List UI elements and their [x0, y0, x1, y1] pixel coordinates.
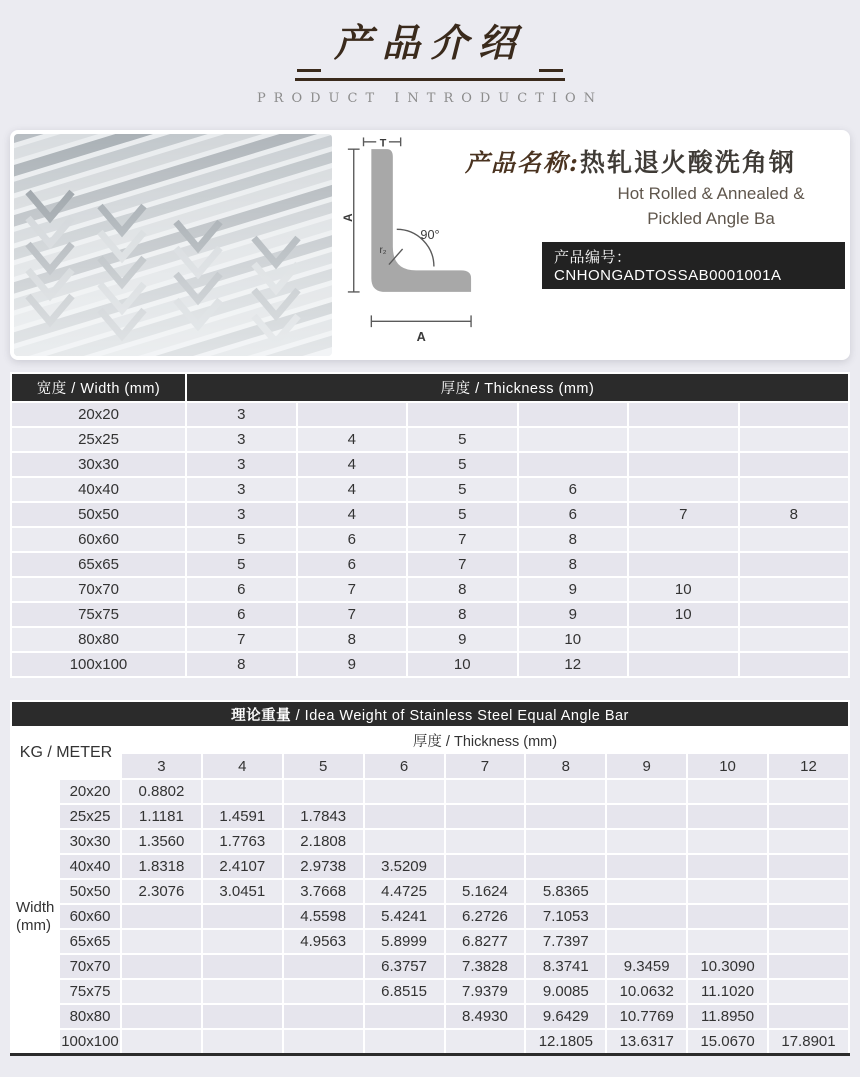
weight-value-cell: [768, 879, 849, 904]
weight-value-cell: [687, 879, 768, 904]
weight-row: [11, 829, 849, 854]
weight-value-cell: [687, 779, 768, 804]
weight-value-cell: 2.9738: [283, 854, 364, 879]
weight-col-header: 8: [525, 753, 606, 779]
product-code-value: CNHONGADTOSSAB0001001A: [554, 267, 782, 285]
spec-thickness-cell: 8: [407, 577, 518, 602]
weight-value-cell: [202, 1029, 283, 1055]
weight-value-cell: 11.1020: [687, 979, 768, 1004]
weight-value-cell: 1.7843: [283, 804, 364, 829]
weight-col-header: 10: [687, 753, 768, 779]
spec-row: [11, 527, 849, 552]
spec-thickness-cell: 7: [628, 502, 739, 527]
weight-value-cell: 1.7763: [202, 829, 283, 854]
spec-thickness-cell: [739, 552, 850, 577]
spec-size-cell: 65x65: [11, 552, 186, 577]
angle-bar-diagram-svg: [342, 135, 474, 355]
weight-value-cell: 1.3560: [121, 829, 202, 854]
weight-value-cell: [445, 1029, 526, 1055]
weight-value-cell: [606, 854, 687, 879]
weight-value-cell: [364, 1004, 445, 1029]
spec-size-cell: 60x60: [11, 527, 186, 552]
spec-thickness-cell: 5: [407, 452, 518, 477]
spec-thickness-cell: 7: [407, 552, 518, 577]
spec-row: [11, 652, 849, 677]
weight-value-cell: [283, 1004, 364, 1029]
spec-thickness-cell: 3: [186, 502, 297, 527]
weight-value-cell: [364, 829, 445, 854]
spec-thickness-cell: 6: [518, 477, 629, 502]
spec-thickness-cell: 8: [518, 552, 629, 577]
spec-size-cell: 75x75: [11, 602, 186, 627]
weight-value-cell: [202, 954, 283, 979]
weight-table-title: [11, 701, 849, 727]
weight-value-cell: 6.8515: [364, 979, 445, 1004]
weight-value-cell: [202, 1004, 283, 1029]
spec-row: [11, 427, 849, 452]
dim-label-a-bottom: A: [416, 328, 426, 344]
weight-value-cell: 1.1181: [121, 804, 202, 829]
weight-value-cell: [606, 804, 687, 829]
spec-thickness-cell: [628, 427, 739, 452]
weight-value-cell: 9.3459: [606, 954, 687, 979]
spec-thickness-cell: 3: [186, 402, 297, 427]
spec-thickness-header: 厚度 / Thickness (mm): [186, 373, 849, 402]
spec-thickness-cell: [739, 402, 850, 427]
weight-value-cell: 3.5209: [364, 854, 445, 879]
spec-thickness-cell: [739, 602, 850, 627]
weight-value-cell: 2.3076: [121, 879, 202, 904]
weight-value-cell: 9.0085: [525, 979, 606, 1004]
weight-value-cell: 7.1053: [525, 904, 606, 929]
weight-value-cell: [525, 854, 606, 879]
weight-value-cell: [283, 1029, 364, 1055]
weight-value-cell: 5.8365: [525, 879, 606, 904]
weight-size-cell: 70x70: [59, 954, 121, 979]
spec-thickness-cell: [739, 427, 850, 452]
spec-size-cell: 25x25: [11, 427, 186, 452]
spec-thickness-cell: 9: [518, 577, 629, 602]
spec-thickness-cell: [407, 402, 518, 427]
weight-value-cell: [445, 779, 526, 804]
weight-value-cell: 10.7769: [606, 1004, 687, 1029]
spec-row: [11, 452, 849, 477]
weight-value-cell: [525, 829, 606, 854]
page-header: [0, 0, 860, 106]
weight-value-cell: 5.1624: [445, 879, 526, 904]
spec-thickness-cell: 7: [407, 527, 518, 552]
spec-size-cell: 20x20: [11, 402, 186, 427]
product-name-en: [465, 182, 845, 231]
spec-thickness-cell: 12: [518, 652, 629, 677]
spec-thickness-cell: 6: [297, 527, 408, 552]
weight-value-cell: 7.7397: [525, 929, 606, 954]
weight-row: [11, 1004, 849, 1029]
dim-label-t: T: [379, 137, 387, 150]
spec-thickness-cell: 10: [407, 652, 518, 677]
weight-col-header: 12: [768, 753, 849, 779]
weight-value-cell: 10.0632: [606, 979, 687, 1004]
weight-value-cell: [606, 779, 687, 804]
weight-value-cell: [202, 779, 283, 804]
weight-value-cell: [768, 929, 849, 954]
weight-title-rest: / Idea Weight of Stainless Steel Equal Angle Bar: [291, 707, 629, 724]
weight-row: [11, 979, 849, 1004]
width-axis-line2: (mm): [16, 916, 51, 934]
weight-value-cell: 6.3757: [364, 954, 445, 979]
weight-value-cell: [768, 854, 849, 879]
weight-value-cell: [606, 879, 687, 904]
weight-value-cell: 2.4107: [202, 854, 283, 879]
spec-thickness-cell: [739, 577, 850, 602]
weight-value-cell: [768, 829, 849, 854]
weight-value-cell: 9.6429: [525, 1004, 606, 1029]
spec-thickness-cell: 8: [186, 652, 297, 677]
spec-thickness-cell: 6: [186, 577, 297, 602]
spec-thickness-cell: [739, 652, 850, 677]
weight-value-cell: 3.0451: [202, 879, 283, 904]
weight-value-cell: [768, 954, 849, 979]
weight-value-cell: [283, 954, 364, 979]
weight-value-cell: 2.1808: [283, 829, 364, 854]
weight-value-cell: [687, 854, 768, 879]
spec-size-cell: 50x50: [11, 502, 186, 527]
weight-value-cell: [364, 779, 445, 804]
weight-value-cell: 8.3741: [525, 954, 606, 979]
weight-value-cell: 4.9563: [283, 929, 364, 954]
angle-label: 90°: [420, 227, 440, 243]
weight-value-cell: 1.8318: [121, 854, 202, 879]
spec-thickness-cell: 6: [297, 552, 408, 577]
weight-row: [11, 1029, 849, 1055]
weight-value-cell: 11.8950: [687, 1004, 768, 1029]
product-info: [465, 143, 845, 289]
weight-size-cell: 100x100: [59, 1029, 121, 1055]
weight-header-row1: [11, 727, 849, 753]
weight-value-cell: [283, 779, 364, 804]
weight-title-cn: 理论重量: [231, 707, 292, 724]
spec-thickness-cell: 5: [407, 502, 518, 527]
spec-table: [10, 372, 850, 678]
weight-value-cell: [121, 1029, 202, 1055]
weight-value-cell: [687, 804, 768, 829]
spec-size-cell: 70x70: [11, 577, 186, 602]
weight-row: [11, 854, 849, 879]
spec-thickness-cell: [739, 477, 850, 502]
spec-table-section: [10, 372, 850, 678]
weight-value-cell: 8.4930: [445, 1004, 526, 1029]
page-subtitle: PRODUCT INTRODUCTION: [256, 91, 604, 106]
weight-value-cell: 5.4241: [364, 904, 445, 929]
spec-width-header: 宽度 / Width (mm): [11, 373, 186, 402]
width-axis-line1: Width: [16, 898, 55, 916]
spec-thickness-cell: [628, 627, 739, 652]
weight-value-cell: [525, 804, 606, 829]
spec-size-cell: 40x40: [11, 477, 186, 502]
weight-value-cell: [687, 829, 768, 854]
spec-thickness-cell: 9: [297, 652, 408, 677]
dim-label-a-left: A: [342, 213, 355, 222]
weight-col-header: 3: [121, 753, 202, 779]
weight-value-cell: [525, 779, 606, 804]
spec-thickness-cell: 7: [297, 577, 408, 602]
spec-thickness-cell: [739, 527, 850, 552]
spec-header-row: [11, 373, 849, 402]
spec-thickness-cell: [628, 477, 739, 502]
weight-size-cell: 75x75: [59, 979, 121, 1004]
spec-thickness-cell: [297, 402, 408, 427]
weight-value-cell: [445, 854, 526, 879]
divider-dash-right: [539, 69, 563, 72]
weight-value-cell: [283, 979, 364, 1004]
spec-thickness-cell: 4: [297, 502, 408, 527]
weight-row: [11, 954, 849, 979]
weight-row: [11, 879, 849, 904]
weight-thickness-header: 厚度 / Thickness (mm): [121, 727, 849, 753]
weight-value-cell: [606, 829, 687, 854]
weight-value-cell: [768, 904, 849, 929]
spec-row: [11, 502, 849, 527]
weight-value-cell: [687, 929, 768, 954]
product-code-badge: [542, 242, 845, 289]
spec-thickness-cell: 5: [407, 477, 518, 502]
spec-thickness-cell: 8: [407, 602, 518, 627]
spec-row: [11, 602, 849, 627]
weight-value-cell: [202, 979, 283, 1004]
weight-row: [11, 804, 849, 829]
title-divider: [295, 69, 565, 85]
spec-thickness-cell: 10: [518, 627, 629, 652]
weight-size-cell: 30x30: [59, 829, 121, 854]
spec-thickness-cell: 4: [297, 477, 408, 502]
product-name-en-line2: Pickled Angle Ba: [647, 208, 775, 228]
spec-row: [11, 402, 849, 427]
weight-value-cell: 7.3828: [445, 954, 526, 979]
weight-value-cell: 6.8277: [445, 929, 526, 954]
weight-size-cell: 65x65: [59, 929, 121, 954]
angle-steel-photo-art: [14, 134, 332, 356]
spec-thickness-cell: 6: [186, 602, 297, 627]
weight-title-row: [11, 701, 849, 727]
spec-thickness-cell: [628, 652, 739, 677]
spec-row: [11, 577, 849, 602]
weight-size-cell: 50x50: [59, 879, 121, 904]
weight-value-cell: 10.3090: [687, 954, 768, 979]
product-name-en-line1: Hot Rolled & Annealed &: [617, 184, 805, 203]
spec-thickness-cell: 10: [628, 602, 739, 627]
weight-table: [10, 700, 850, 1056]
weight-value-cell: [121, 979, 202, 1004]
spec-thickness-cell: [628, 552, 739, 577]
weight-row: [11, 904, 849, 929]
weight-col-header: 9: [606, 753, 687, 779]
weight-value-cell: 4.5598: [283, 904, 364, 929]
weight-size-cell: 25x25: [59, 804, 121, 829]
weight-table-section: [10, 700, 850, 1056]
weight-row: [11, 779, 849, 804]
spec-row: [11, 477, 849, 502]
divider-rule: [295, 78, 565, 81]
weight-value-cell: 4.4725: [364, 879, 445, 904]
weight-value-cell: [768, 1004, 849, 1029]
spec-size-cell: 80x80: [11, 627, 186, 652]
weight-value-cell: 3.7668: [283, 879, 364, 904]
weight-value-cell: [606, 929, 687, 954]
spec-thickness-cell: [628, 402, 739, 427]
weight-value-cell: 17.8901: [768, 1029, 849, 1055]
weight-value-cell: [202, 904, 283, 929]
spec-thickness-cell: [628, 527, 739, 552]
weight-value-cell: 12.1805: [525, 1029, 606, 1055]
weight-value-cell: [202, 929, 283, 954]
spec-row: [11, 627, 849, 652]
spec-thickness-cell: 6: [518, 502, 629, 527]
weight-value-cell: 13.6317: [606, 1029, 687, 1055]
product-code-label: 产品编号：: [554, 249, 632, 267]
angle-bar-diagram: [342, 135, 474, 355]
page-title: 产品介绍: [333, 20, 526, 65]
weight-value-cell: [606, 904, 687, 929]
weight-value-cell: [121, 904, 202, 929]
weight-value-cell: 1.4591: [202, 804, 283, 829]
spec-thickness-cell: [628, 452, 739, 477]
spec-thickness-cell: [739, 627, 850, 652]
weight-size-cell: 80x80: [59, 1004, 121, 1029]
weight-value-cell: [768, 779, 849, 804]
weight-size-cell: 40x40: [59, 854, 121, 879]
kg-meter-label: KG / METER: [11, 727, 121, 779]
spec-size-cell: 100x100: [11, 652, 186, 677]
spec-thickness-cell: 4: [297, 427, 408, 452]
spec-thickness-cell: 5: [407, 427, 518, 452]
spec-row: [11, 552, 849, 577]
weight-col-header: 7: [445, 753, 526, 779]
product-name-label: 产品名称:: [465, 148, 580, 177]
spec-thickness-cell: 4: [297, 452, 408, 477]
spec-thickness-cell: 5: [186, 552, 297, 577]
spec-thickness-cell: 7: [297, 602, 408, 627]
product-name-cn: 热轧退火酸洗角钢: [579, 149, 796, 177]
weight-value-cell: [445, 804, 526, 829]
divider-dash-left: [297, 69, 321, 72]
weight-value-cell: [687, 904, 768, 929]
spec-thickness-cell: 8: [518, 527, 629, 552]
weight-value-cell: 15.0670: [687, 1029, 768, 1055]
weight-col-header: 6: [364, 753, 445, 779]
weight-col-header: 4: [202, 753, 283, 779]
spec-thickness-cell: 9: [407, 627, 518, 652]
spec-thickness-cell: 8: [297, 627, 408, 652]
weight-col-header: 5: [283, 753, 364, 779]
weight-value-cell: 6.2726: [445, 904, 526, 929]
spec-thickness-cell: 3: [186, 477, 297, 502]
weight-value-cell: [121, 954, 202, 979]
spec-thickness-cell: [518, 452, 629, 477]
spec-size-cell: 30x30: [11, 452, 186, 477]
weight-value-cell: 7.9379: [445, 979, 526, 1004]
weight-value-cell: [364, 804, 445, 829]
weight-value-cell: [364, 1029, 445, 1055]
weight-header-row2: [11, 753, 849, 779]
spec-thickness-cell: 7: [186, 627, 297, 652]
angle-profile-shape: [371, 149, 471, 292]
weight-value-cell: [121, 929, 202, 954]
product-card: [10, 130, 850, 360]
weight-value-cell: [121, 1004, 202, 1029]
weight-value-cell: [445, 829, 526, 854]
spec-thickness-cell: 5: [186, 527, 297, 552]
spec-thickness-cell: [518, 427, 629, 452]
weight-row: [11, 929, 849, 954]
spec-thickness-cell: 3: [186, 452, 297, 477]
radius-label: r₂: [379, 244, 387, 256]
weight-value-cell: [768, 979, 849, 1004]
spec-thickness-cell: [518, 402, 629, 427]
weight-size-cell: 20x20: [59, 779, 121, 804]
width-axis-label: [11, 779, 59, 1055]
spec-thickness-cell: 8: [739, 502, 850, 527]
product-name-line: [465, 143, 845, 179]
spec-thickness-cell: 3: [186, 427, 297, 452]
product-photo: [14, 134, 332, 356]
spec-thickness-cell: [739, 452, 850, 477]
weight-value-cell: 5.8999: [364, 929, 445, 954]
spec-thickness-cell: 9: [518, 602, 629, 627]
weight-value-cell: [768, 804, 849, 829]
weight-value-cell: 0.8802: [121, 779, 202, 804]
spec-thickness-cell: 10: [628, 577, 739, 602]
weight-size-cell: 60x60: [59, 904, 121, 929]
